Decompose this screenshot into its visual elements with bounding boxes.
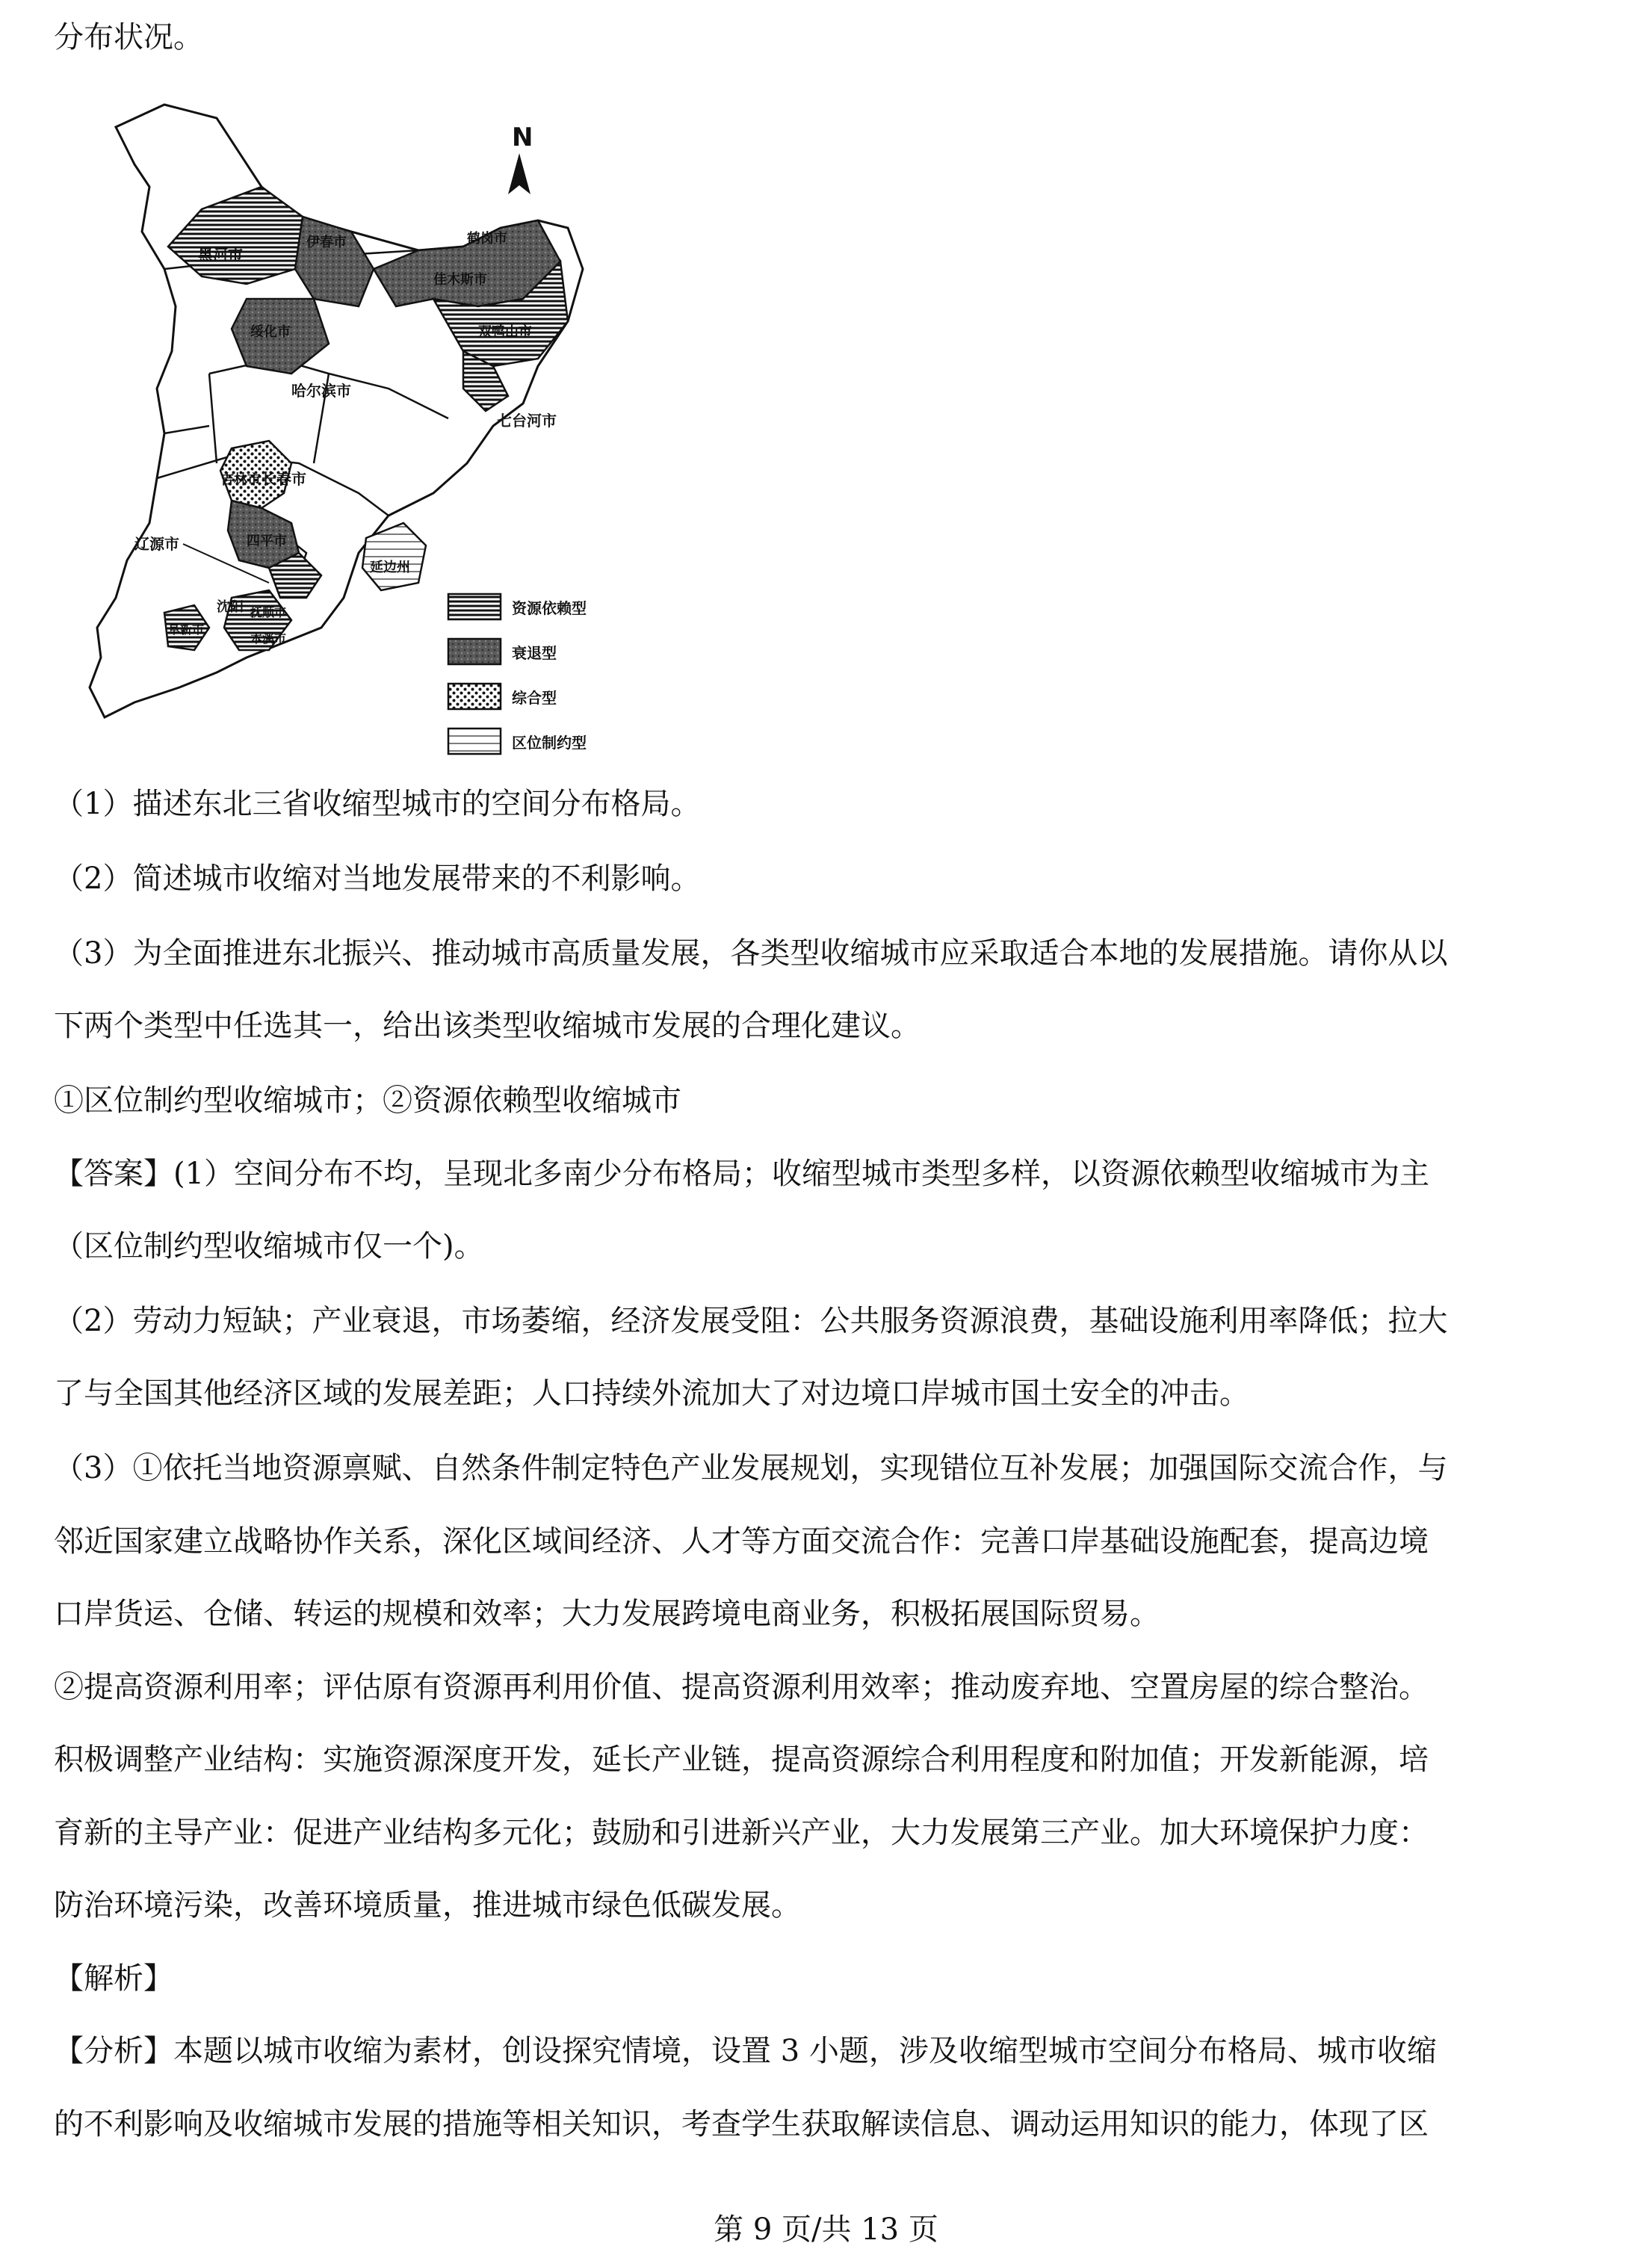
label-changchun: 长春市 [262, 470, 306, 488]
label-siping: 四平市 [247, 533, 287, 549]
map-legend [448, 594, 587, 754]
answer-3-line-3: 口岸货运、仓储、转运的规模和效率；大力发展跨境电商业务，积极拓展国际贸易。 [54, 1597, 1160, 1631]
question-3-line-2: 下两个类型中任选其一，给出该类型收缩城市发展的合理化建议。 [54, 1009, 921, 1043]
label-jiamusi: 佳木斯市 [433, 272, 487, 288]
legend-swatch-decline [448, 639, 501, 664]
answer-3b-line-3: 育新的主导产业：促进产业结构多元化；鼓励和引进新兴产业，大力发展第三产业。加大环境保护力度： [54, 1816, 1429, 1850]
legend-label-comprehensive: 综合型 [512, 689, 557, 707]
answer-1-line-2: （区位制约型收缩城市仅一个)。 [54, 1229, 484, 1264]
analysis-heading: 【解析】 [54, 1961, 173, 1996]
answer-2-line-2: 了与全国其他经济区域的发展差距；人口持续外流加大了对边境口岸城市国土安全的冲击。 [54, 1376, 1249, 1411]
legend-label-resource: 资源依赖型 [512, 599, 587, 617]
label-yanbian: 延边州 [370, 560, 410, 575]
answer-3b-line-1: ②提高资源利用率；评估原有资源再利用价值、提高资源利用效率；推动废弃地、空置房屋的综合整治。 [54, 1670, 1429, 1704]
question-2: （2）简述城市收缩对当地发展带来的不利影响。 [54, 862, 701, 896]
label-yichun: 伊春市 [306, 235, 347, 250]
header-fragment: 分布状况。 [54, 20, 203, 55]
label-suihua: 绥化市 [250, 324, 291, 340]
question-1: （1）描述东北三省收缩型城市的空间分布格局。 [54, 787, 701, 821]
label-haerbin: 哈尔滨市 [291, 382, 351, 400]
legend-swatch-resource [448, 594, 501, 619]
label-hegang: 鹤岗市 [467, 231, 507, 247]
label-jilin: 吉林市 [220, 472, 261, 488]
north-label: N [512, 123, 533, 152]
analysis-line-1: 【分析】本题以城市收缩为素材，创设探究情境，设置 3 小题，涉及收缩型城市空间分布格局、城市收缩 [54, 2034, 1437, 2068]
label-fuxin: 阜新市 [168, 622, 205, 637]
label-fushun: 抚顺市 [250, 605, 287, 619]
legend-label-decline: 衰退型 [512, 644, 557, 662]
map-outline [90, 105, 583, 717]
answer-1-line-1: 【答案】(1）空间分布不均，呈现北多南少分布格局；收缩型城市类型多样，以资源依赖型收缩城市为主 [54, 1157, 1430, 1191]
answer-3b-line-2: 积极调整产业结构：实施资源深度开发，延长产业链，提高资源综合利用程度和附加值；开发新能源，培 [54, 1742, 1429, 1777]
legend-swatch-comprehensive [448, 684, 501, 709]
legend-swatch-location [448, 729, 501, 754]
answer-2-line-1: （2）劳动力短缺；产业衰退，市场萎缩，经济发展受阻：公共服务资源浪费，基础设施利用率降低；拉大 [54, 1304, 1448, 1338]
analysis-line-2: 的不利影响及收缩城市发展的措施等相关知识，考查学生获取解读信息、调动运用知识的能力，体现了区 [54, 2107, 1429, 2141]
label-shenyang: 沈阳 [217, 599, 244, 615]
label-benxi: 本溪市 [250, 631, 287, 646]
answer-3b-line-4: 防治环境污染，改善环境质量，推进城市绿色低碳发展。 [54, 1888, 801, 1923]
answer-3-line-1: （3）①依托当地资源禀赋、自然条件制定特色产业发展规划，实现错位互补发展；加强国际交流合作，与 [54, 1451, 1448, 1485]
label-qitaihe: 七台河市 [497, 412, 557, 430]
legend-label-location: 区位制约型 [512, 734, 587, 752]
answer-3-line-2: 邻近国家建立战略协作关系，深化区域间经济、人才等方面交流合作：完善口岸基础设施配套，提高边境 [54, 1524, 1429, 1559]
label-heihe: 黑河市 [198, 246, 243, 264]
question-3-line-1: （3）为全面推进东北振兴、推动城市高质量发展，各类型收缩城市应采取适合本地的发展措施。请你从以 [54, 936, 1448, 971]
label-liaoyuan: 辽源市 [134, 535, 179, 553]
map-figure [45, 75, 822, 770]
north-arrow-icon [508, 153, 530, 194]
page-footer: 第 9 页/共 13 页 [714, 2212, 938, 2247]
question-3-options: ①区位制约型收缩城市；②资源依赖型收缩城市 [54, 1083, 681, 1118]
label-shuangyashan: 双鸭山市 [478, 324, 532, 340]
northeast-map [45, 75, 822, 770]
